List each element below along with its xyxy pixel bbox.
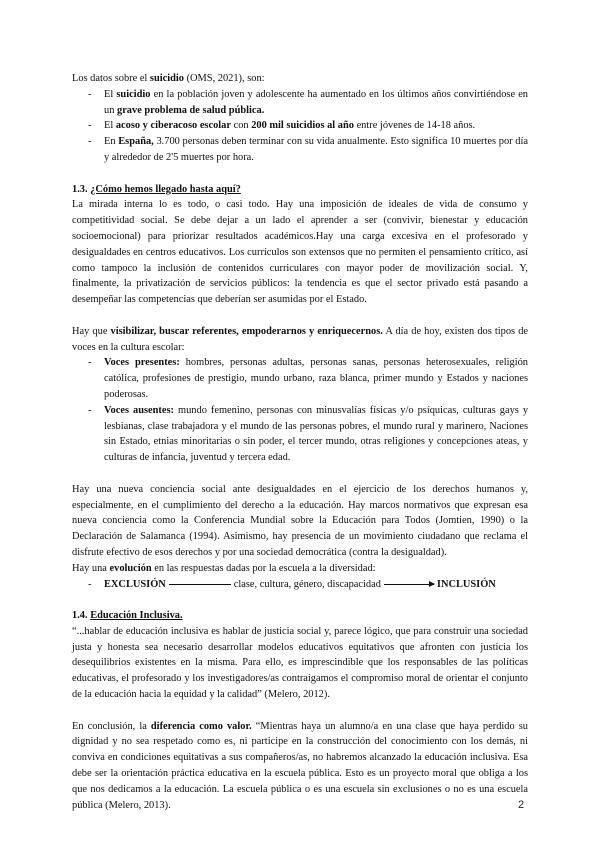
- section-heading-1-3: 1.3. ¿Cómo hemos llegado hasta aquí?: [72, 183, 241, 195]
- page-number: 2: [518, 799, 525, 811]
- list-item: - En España, 3.700 personas deben terminar con su vida anualmente. Esto significa 10 muertes por día y alrededor de 2'5 muertes por hora.: [72, 134, 528, 166]
- list-item: - Voces ausentes: mundo femenino, personas con minusvalías físicas y/o psíquicas, culturas gays y lesbianas, clase trabajadora y el mundo de las personas pobres, el mundo rural y marinero, Naciones sin Estado, etnias minoritarias o sin poder, el tercer mundo, otras religiones y concepciones ateas, y culturas de infancia, juventud y tercera edad.: [72, 403, 528, 466]
- line-separator: [169, 584, 231, 585]
- page-content: [72, 71, 528, 813]
- arrow-right-icon: [384, 584, 434, 585]
- conclusion-paragraph: En conclusión, la diferencia como valor. “Mientras haya un alumno/a en una clase que haya perdido su dignidad y no sea respetado como es, ni participe en la construcción del conocimiento con los demás, ni conviva en condiciones equitativas a sus compañeros/as, no habremos alcanzado la educación inclusiva. Esa debe ser la orientación práctica educativa en la escuela pública. Esto es un proyecto moral que obliga a los que nos dedicamos a la educación. La escuela pública o es una escuela sin exclusiones o no es una escuela pública (Melero, 2013).: [72, 720, 528, 811]
- voices-list: [72, 355, 528, 466]
- section-heading-1-4: 1.4. Educación Inclusiva.: [72, 610, 183, 622]
- section-1-3-paragraph: La mirada interna lo es todo, o casi todo. Hay una imposición de ideales de vida de consumo y competitividad social. Se debe dejar a un lado el aprender a ser (convivir, bienestar y educación socioemocional) para priorizar resultados académicos.Hay una carga excesiva en el profesorado y desigualdades en centros educativos. Los currículos son extensos que no permiten el pensamiento crítico, así como tampoco la inclusión de contenidos curriculares con mayor poder de movilización social. Y, finalmente, la privatización de servicios públicos: la tendencia es que el sector privado está pasando a desempeñar las competencias que deberían ser asumidas por el Estado.: [72, 199, 528, 306]
- list-item: - El suicidio en la población joven y adolescente ha aumentado en los últimos años convirtiéndose en un grave problema de salud pública.: [72, 87, 528, 119]
- exclusion-label: - EXCLUSIÓN: [104, 578, 166, 590]
- inclusion-label: INCLUSIÓN: [436, 578, 496, 590]
- diversity-factors: clase, cultura, género, discapacidad: [233, 578, 381, 590]
- suicide-intro: Los datos sobre el suicidio (OMS, 2021), son:: [72, 73, 265, 84]
- conscience-paragraph: Hay una nueva conciencia social ante desigualdades en el ejercicio de los derechos humanos y, especialmente, en el cumplimiento del derecho a la educación. Hay marcos normativos que expresan esa nueva conciencia como la Conferencia Mundial sobre la Educación para Todos (Jomtien, 1990) o la Declaración de Salamanca (1994). Asimismo, hay presencia de un movimiento ciudadano que reclama el disfrute efectivo de esos derechos y por una sociedad democrática (contra la desigualdad).: [72, 483, 528, 558]
- suicide-data-list: [72, 87, 528, 166]
- exclusion-inclusion-line: [72, 577, 528, 593]
- list-item: - Voces presentes: hombres, personas adultas, personas sanas, personas heterosexuales, religión católica, profesiones de prestigio, mundo urbano, raza blanca, primer mundo y Estados y naciones poderosas.: [72, 355, 528, 402]
- voices-intro: Hay que visibilizar, buscar referentes, empoderarnos y enriquecernos. A día de hoy, existen dos tipos de voces en la cultura escolar:: [72, 325, 528, 353]
- inclusive-education-quote: “...hablar de educación inclusiva es hablar de justicia social y, parece lógico, que para construir una sociedad justa y honesta sea necesario desarrollar modelos educativos equitativos que afronten con justicia los desequilibrios existentes en la misma. Para ello, es imprescindible que los responsables de las políticas educativas, el profesorado y los investigadores/as contraigamos el compromiso moral de orientar el conjunto de la educación hacia la equidad y la calidad” (Melero, 2012).: [72, 625, 528, 701]
- list-item: - El acoso y ciberacoso escolar con 200 mil suicidios al año entre jóvenes de 14-18 años.: [72, 118, 528, 134]
- evolution-line: Hay una evolución en las respuestas dadas por la escuela a la diversidad:: [72, 562, 376, 574]
